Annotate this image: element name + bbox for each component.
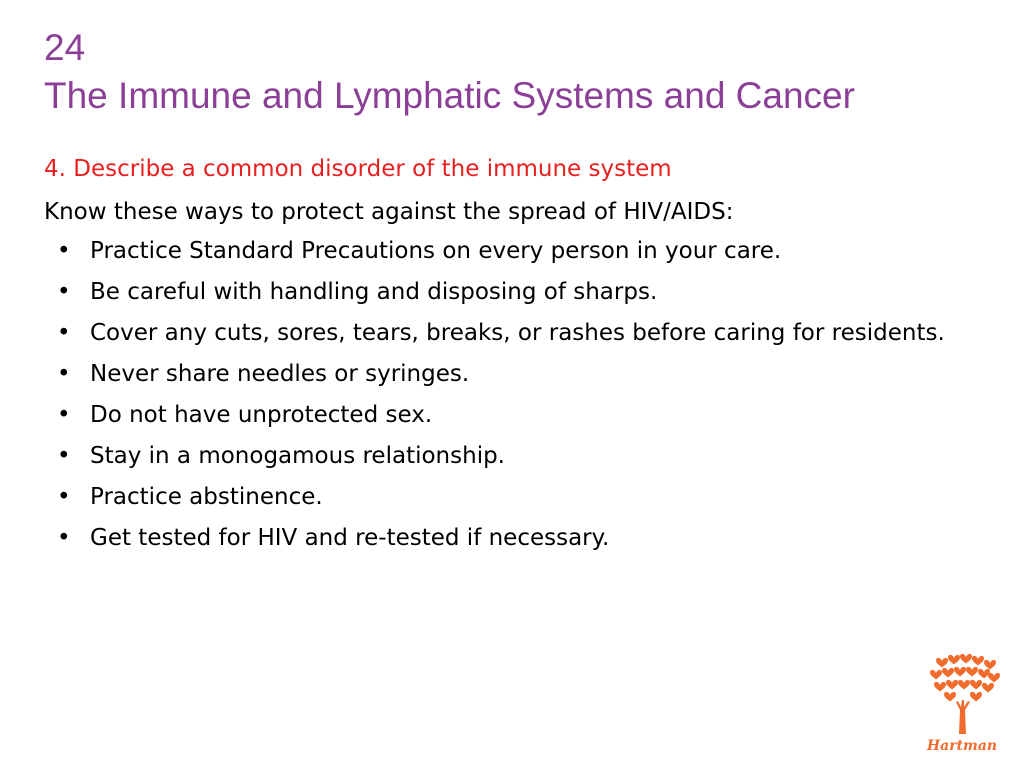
bullet-item (44, 522, 974, 554)
bullet-item (44, 358, 974, 390)
bullet-dot: • (57, 320, 71, 346)
bullet-dot: • (57, 361, 71, 387)
bullet-dot: • (57, 525, 71, 551)
slide-header (44, 24, 1004, 120)
bullet-text: Get tested for HIV and re-tested if necessary. (90, 525, 610, 551)
bullet-item (44, 276, 974, 308)
chapter-title: The Immune and Lymphatic Systems and Cancer (44, 75, 855, 116)
bullet-item (44, 481, 974, 513)
bullet-item (44, 399, 974, 431)
hartman-logo (920, 650, 1004, 760)
bullet-dot: • (57, 238, 71, 264)
bullet-text: Practice Standard Precautions on every person in your care. (90, 238, 782, 264)
bullet-text: Never share needles or syringes. (90, 361, 470, 387)
chapter-number: 24 (44, 27, 86, 68)
bullet-text: Practice abstinence. (90, 484, 323, 510)
bullet-list (44, 235, 974, 563)
bullet-text: Do not have unprotected sex. (90, 402, 433, 428)
bullet-text: Cover any cuts, sores, tears, breaks, or rashes before caring for residents. (90, 320, 945, 346)
logo-wordmark: Hartman (926, 738, 998, 754)
bullet-text: Stay in a monogamous relationship. (90, 443, 505, 469)
bullet-text: Be careful with handling and disposing of sharps. (90, 279, 658, 305)
bullet-dot: • (57, 443, 71, 469)
heart-tree-icon (920, 650, 1004, 740)
bullet-item (44, 235, 974, 267)
bullet-dot: • (57, 279, 71, 305)
bullet-dot: • (57, 402, 71, 428)
learning-objective: 4. Describe a common disorder of the immune system (44, 156, 672, 182)
bullet-dot: • (57, 484, 71, 510)
bullet-item (44, 317, 974, 349)
bullet-item (44, 440, 974, 472)
intro-text: Know these ways to protect against the spread of HIV/AIDS: (44, 199, 734, 225)
